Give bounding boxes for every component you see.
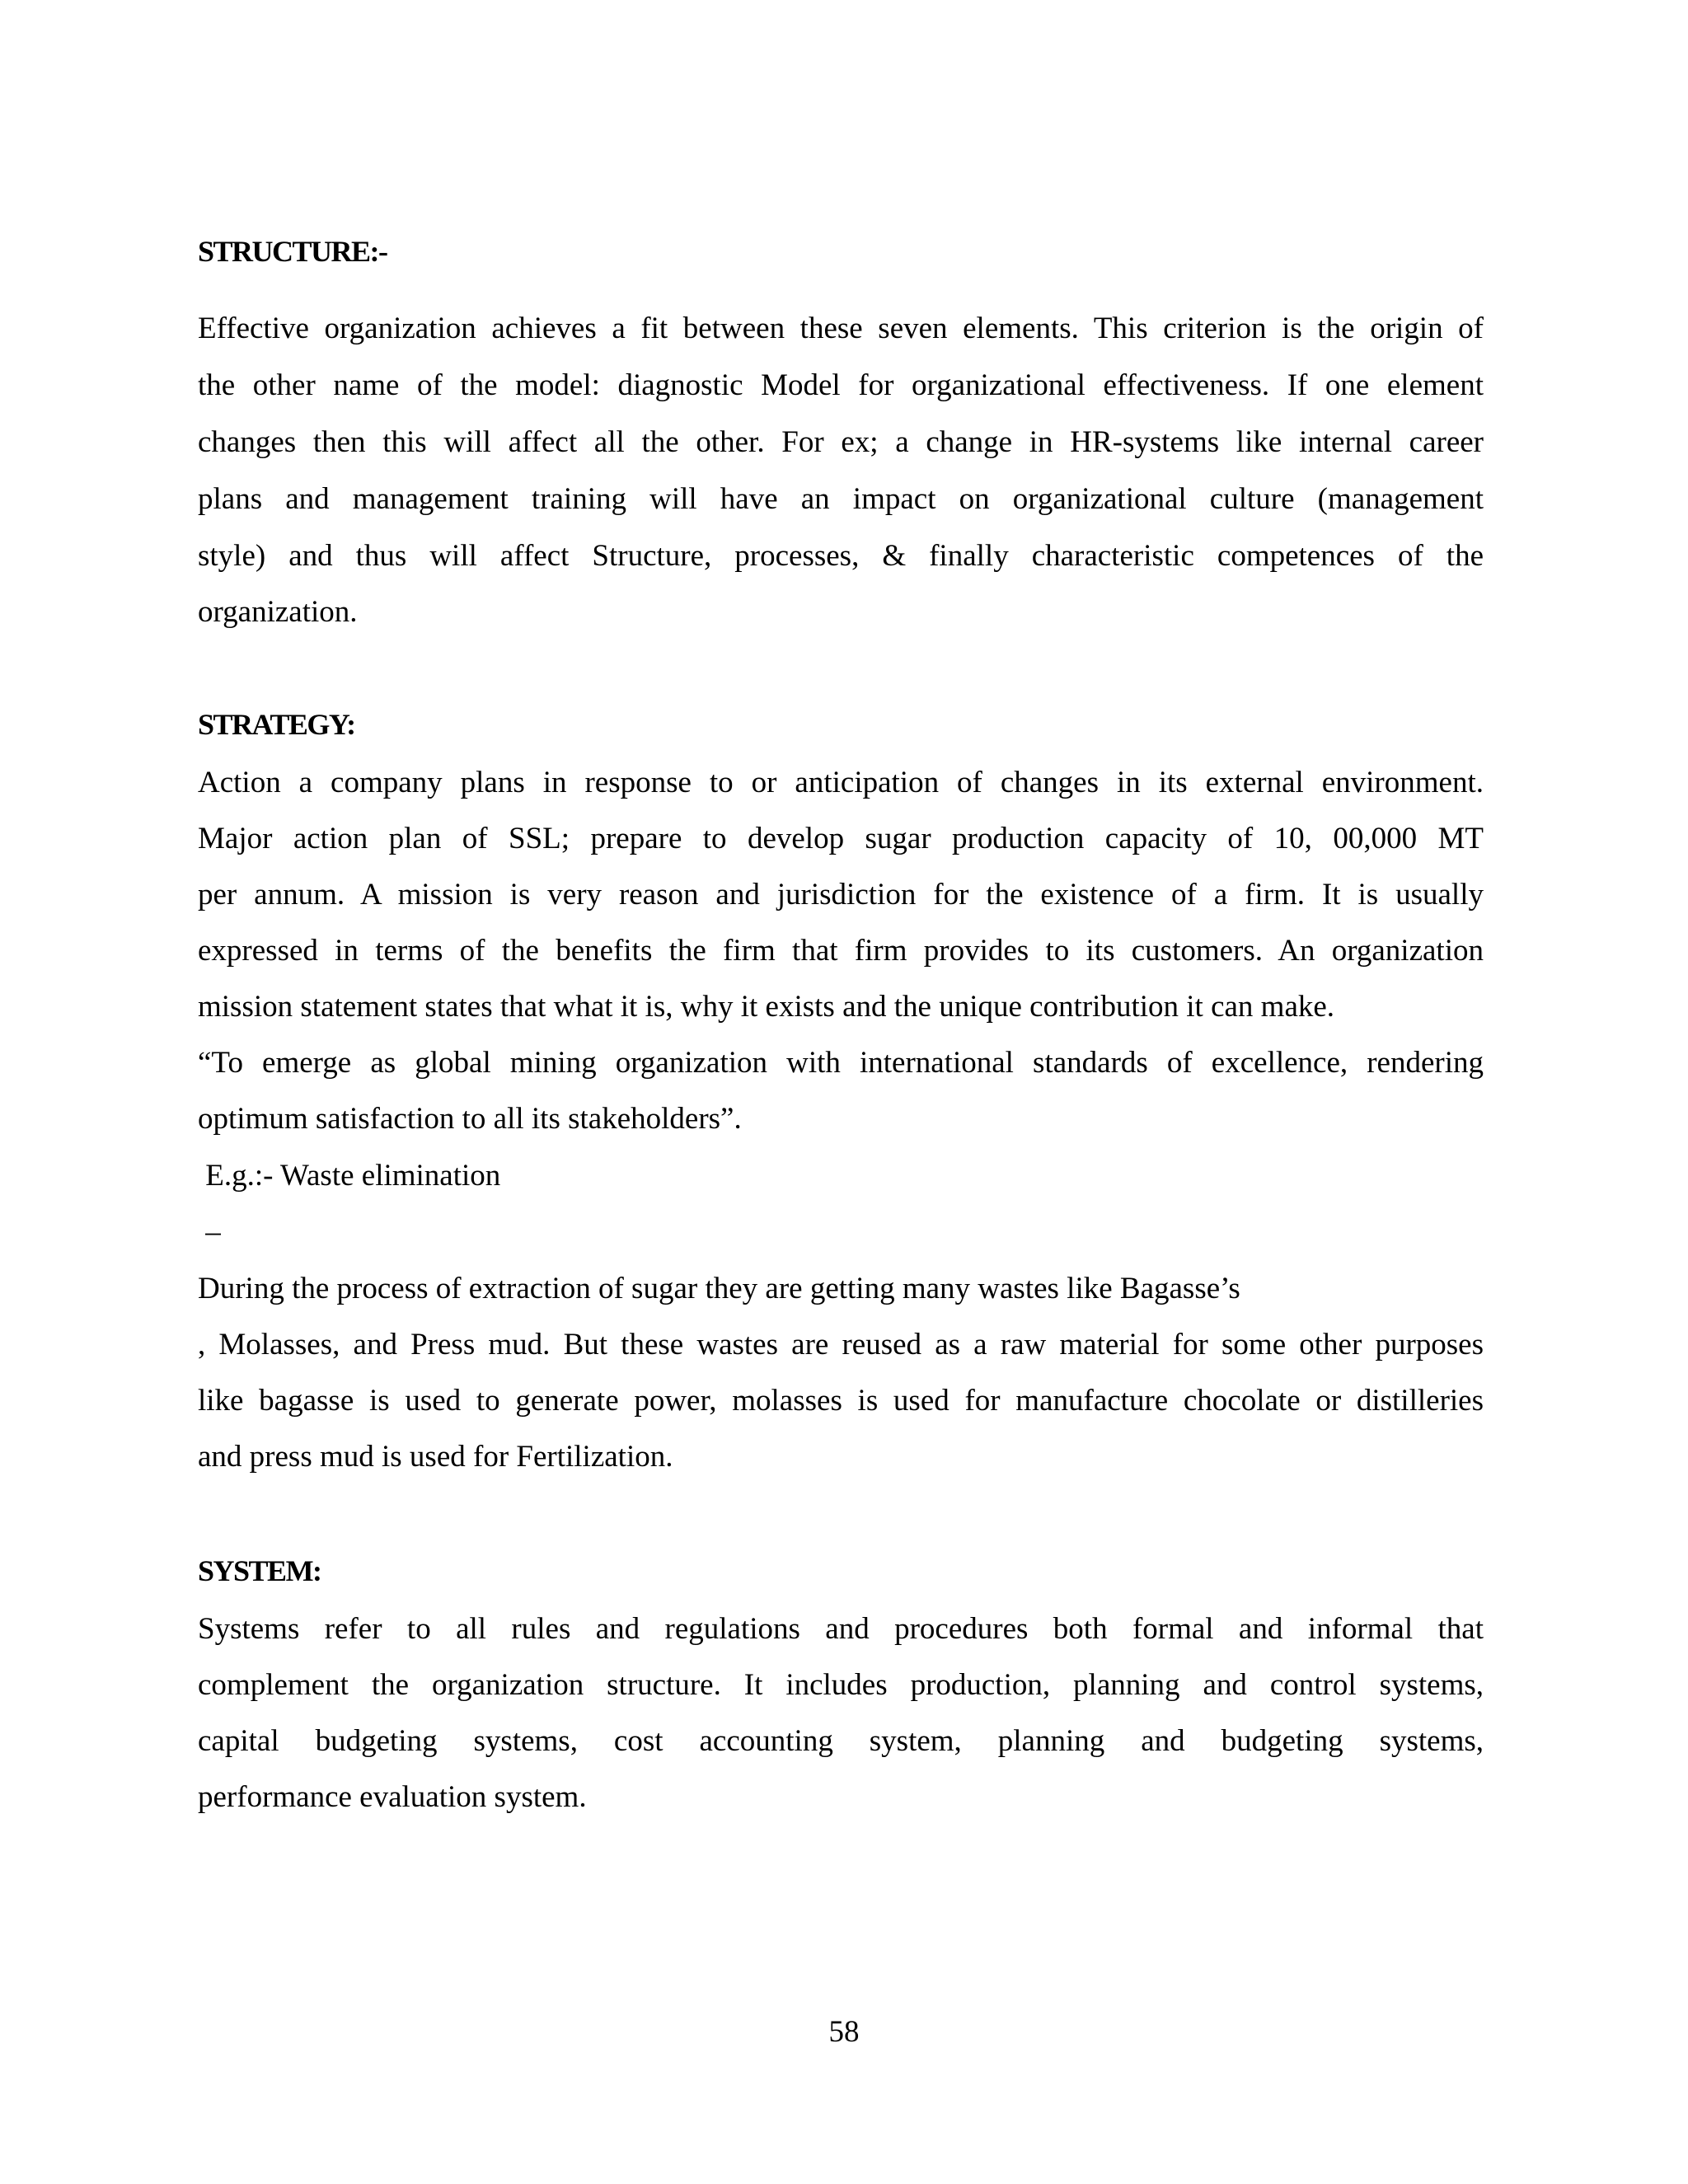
example-line: E.g.:- Waste elimination — [198, 1159, 501, 1193]
dash-line: – — [198, 1215, 221, 1249]
paragraph-line: , Molasses, and Press mud. But these wastes are reused as a raw material for some other purposes — [198, 1328, 1484, 1361]
paragraph-line: mission statement states that what it is, why it exists and the unique contribution it can make. — [198, 990, 1335, 1024]
section-heading-structure: STRUCTURE:- — [198, 235, 387, 268]
paragraph-line: plans and management training will have an impact on organizational culture (management — [198, 482, 1484, 516]
paragraph-line: changes then this will affect all the other. For ex; a change in HR-systems like internal career — [198, 425, 1484, 459]
paragraph-line: expressed in terms of the benefits the firm that firm provides to its customers. An organization — [198, 934, 1484, 968]
paragraph-line: the other name of the model: diagnostic Model for organizational effectiveness. If one element — [198, 368, 1484, 402]
paragraph-line: and press mud is used for Fertilization. — [198, 1440, 673, 1474]
paragraph-line: per annum. A mission is very reason and jurisdiction for the existence of a firm. It is usually — [198, 878, 1484, 912]
section-heading-strategy: STRATEGY: — [198, 708, 355, 741]
paragraph-line: Effective organization achieves a fit between these seven elements. This criterion is the origin of — [198, 312, 1484, 345]
paragraph-line: organization. — [198, 595, 358, 629]
quote-line: optimum satisfaction to all its stakeholders”. — [198, 1102, 742, 1136]
paragraph-line: Major action plan of SSL; prepare to develop sugar production capacity of 10, 00,000 MT — [198, 822, 1484, 855]
paragraph-line: During the process of extraction of sugar they are getting many wastes like Bagasse’s — [198, 1272, 1240, 1305]
paragraph-line: style) and thus will affect Structure, processes, & finally characteristic competences of the — [198, 539, 1484, 573]
page-number: 58 — [828, 2015, 860, 2049]
section-heading-system: SYSTEM: — [198, 1554, 321, 1587]
paragraph-line: like bagasse is used to generate power, molasses is used for manufacture chocolate or distilleries — [198, 1384, 1484, 1418]
paragraph-line: performance evaluation system. — [198, 1780, 587, 1814]
quote-line: “To emerge as global mining organization with international standards of excellence, rendering — [198, 1046, 1484, 1080]
paragraph-line: capital budgeting systems, cost accounting system, planning and budgeting systems, — [198, 1724, 1484, 1758]
paragraph-line: Action a company plans in response to or anticipation of changes in its external environment. — [198, 766, 1484, 799]
paragraph-line: Systems refer to all rules and regulations and procedures both formal and informal that — [198, 1612, 1484, 1646]
paragraph-line: complement the organization structure. It includes production, planning and control systems, — [198, 1668, 1484, 1702]
